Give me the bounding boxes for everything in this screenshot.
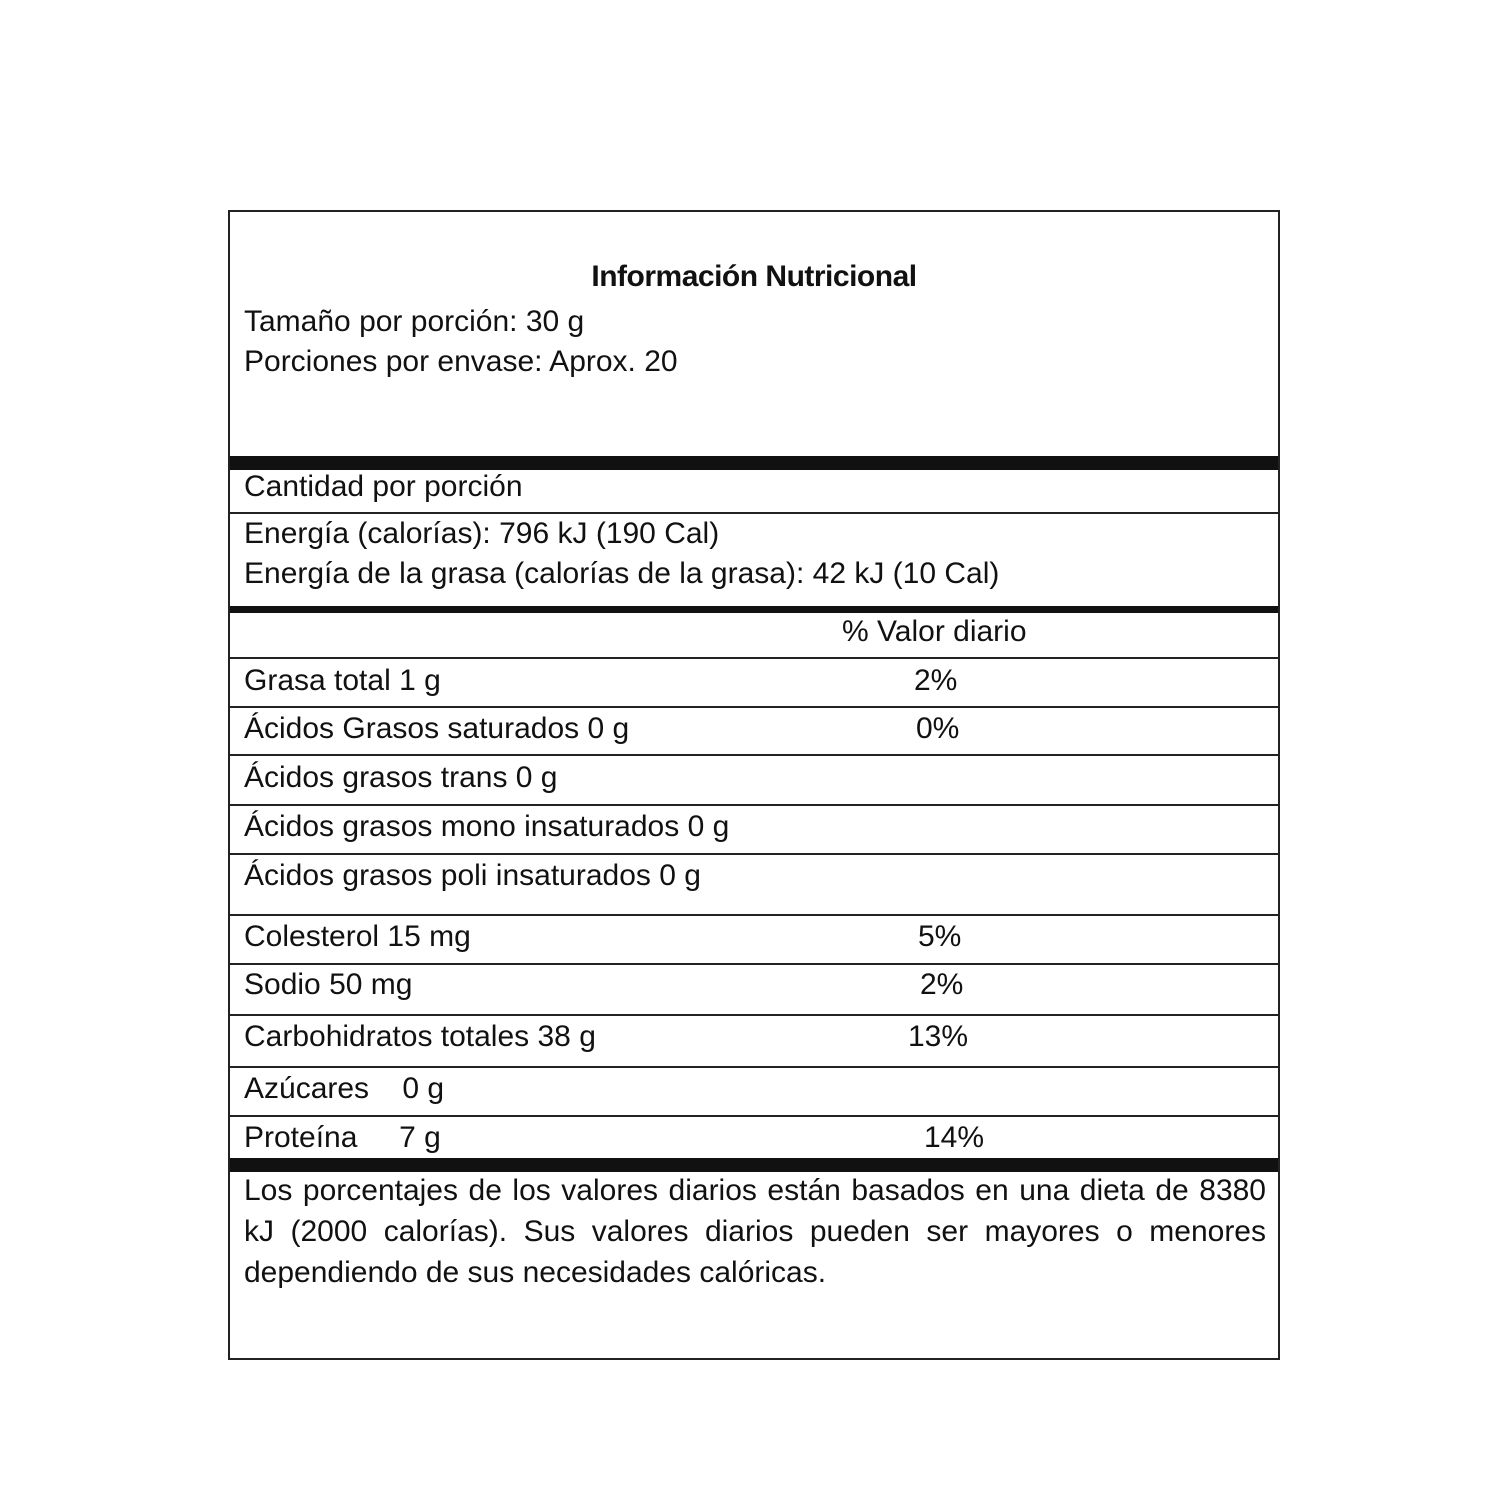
label-title: Información Nutricional [591, 260, 917, 293]
divider [230, 657, 1278, 659]
energy-text: Energía (calorías): 796 kJ (190 Cal) [244, 517, 720, 550]
row-label: Ácidos grasos mono insaturados 0 g [244, 810, 730, 843]
divider [230, 804, 1278, 806]
row-label: Carbohidratos totales 38 g [244, 1020, 596, 1053]
divider [230, 853, 1278, 855]
divider [230, 512, 1278, 514]
divider [230, 1115, 1278, 1117]
divider [230, 914, 1278, 916]
daily-value-header: % Valor diario [842, 615, 1027, 648]
divider [230, 754, 1278, 756]
row-daily-value: 2% [914, 664, 958, 697]
medium-divider [230, 606, 1278, 613]
row-label: Azúcares 0 g [244, 1072, 445, 1105]
row-label: Ácidos grasos poli insaturados 0 g [244, 859, 701, 892]
row-daily-value: 2% [920, 968, 964, 1001]
row-label: Ácidos grasos trans 0 g [244, 761, 558, 794]
divider [230, 963, 1278, 965]
row-daily-value: 14% [924, 1121, 985, 1154]
serving-size: Tamaño por porción: 30 g [244, 305, 585, 338]
divider [230, 1014, 1278, 1016]
thick-divider-top [230, 456, 1278, 470]
divider [230, 1066, 1278, 1068]
divider [230, 706, 1278, 708]
row-label: Colesterol 15 mg [244, 920, 471, 953]
row-label: Sodio 50 mg [244, 968, 413, 1001]
footnote: Los porcentajes de los valores diarios están basados en una dieta de 8380 kJ (2000 calorías). Sus valores diarios pueden ser mayores o menores dependiendo de sus necesidades calóricas. [244, 1174, 1266, 1289]
row-label: Ácidos Grasos saturados 0 g [244, 712, 630, 745]
energy-from-fat-text: Energía de la grasa (calorías de la grasa): 42 kJ (10 Cal) [244, 557, 1000, 590]
row-daily-value: 13% [908, 1020, 969, 1053]
row-daily-value: 0% [916, 712, 960, 745]
amount-per-serving: Cantidad por porción [244, 470, 523, 503]
servings-per-container: Porciones por envase: Aprox. 20 [244, 345, 678, 378]
row-label: Proteína 7 g [244, 1121, 441, 1154]
nutrition-facts-label [228, 210, 1280, 1360]
row-label: Grasa total 1 g [244, 664, 441, 697]
row-daily-value: 5% [918, 920, 962, 953]
